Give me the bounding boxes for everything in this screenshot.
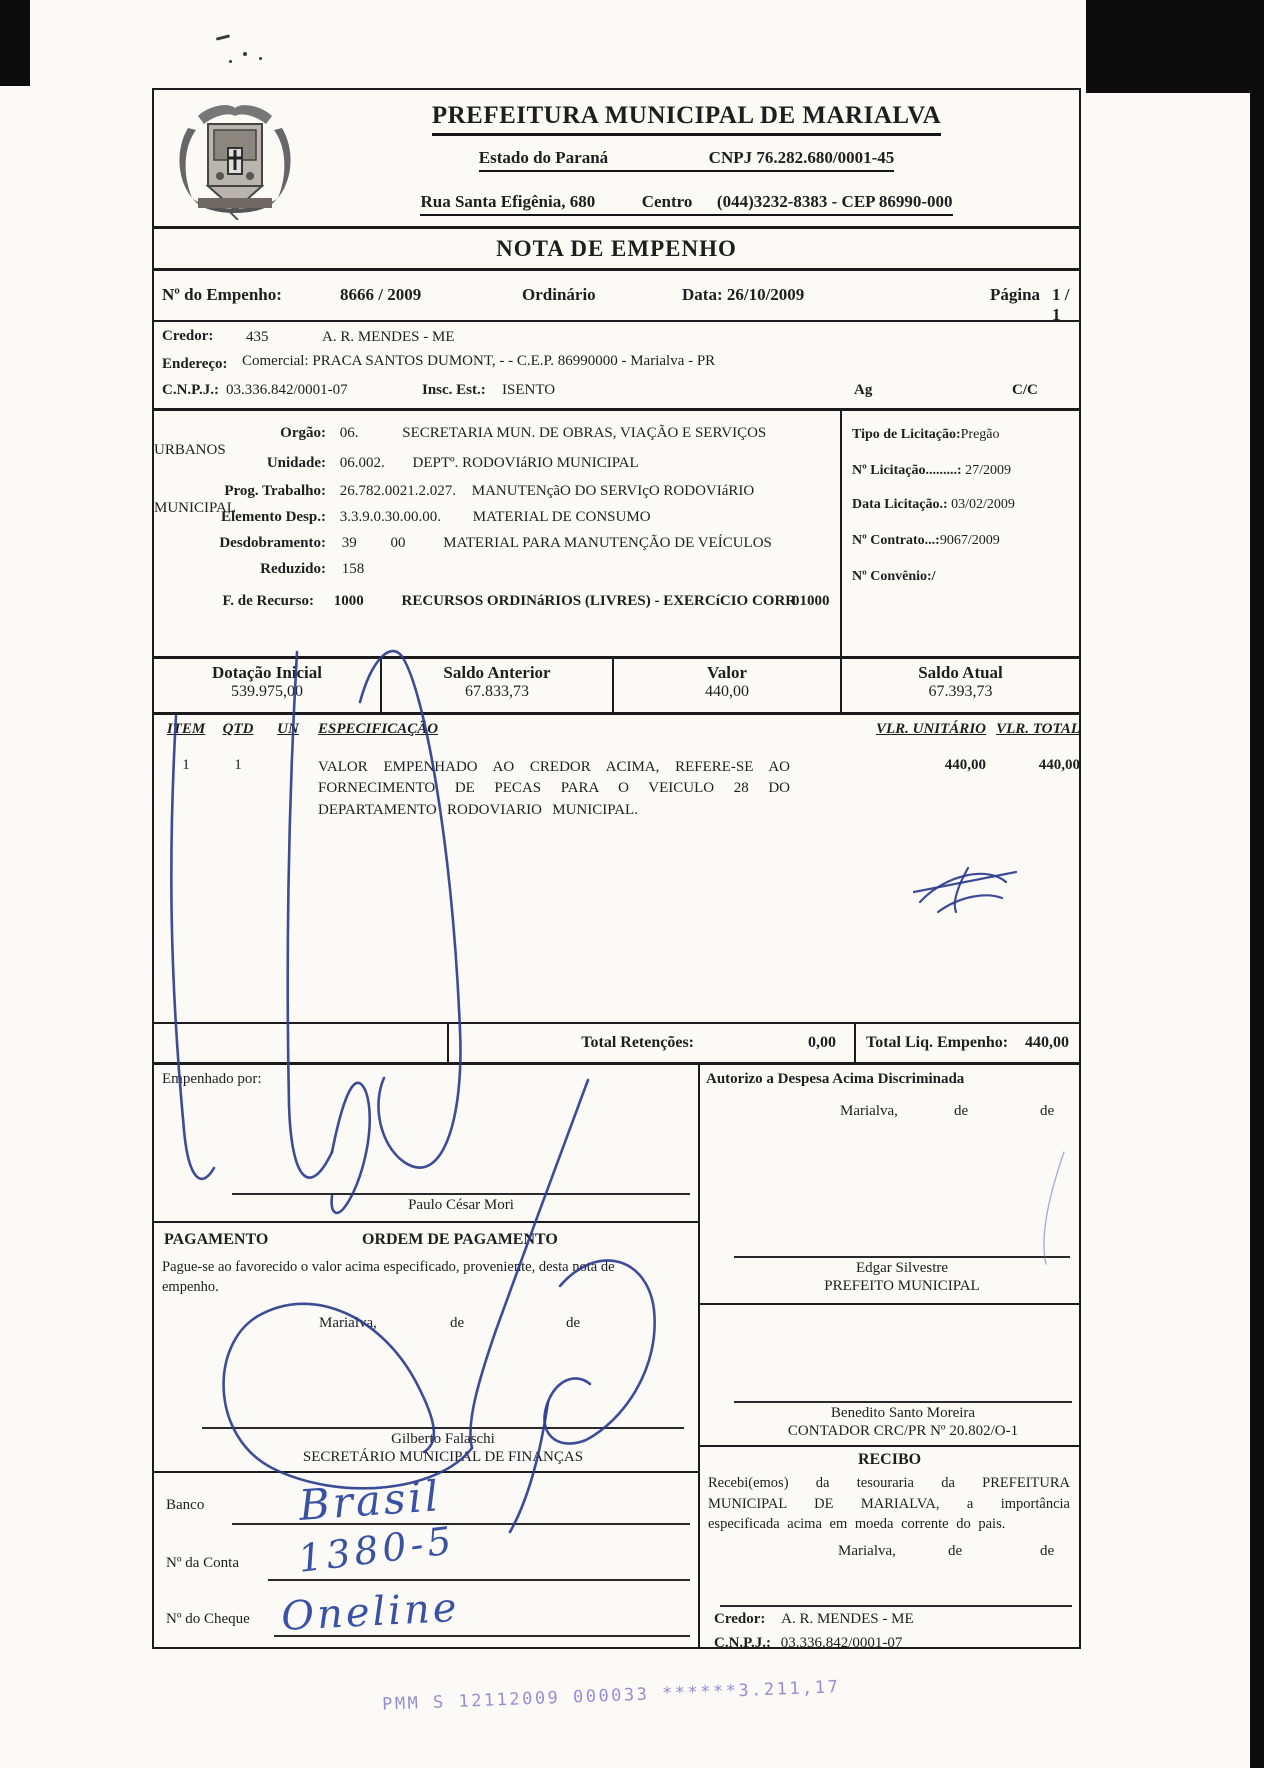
reduzido-label: Reduzido: [260, 561, 326, 577]
saldo-anterior-label: Saldo Anterior [443, 663, 551, 682]
dotacao-inicial-label: Dotação Inicial [211, 663, 323, 682]
elemento-label: Elemento Desp.: [221, 509, 326, 525]
creditor-cnpj-label: C.N.P.J.: [162, 382, 219, 398]
signatures-left-column [154, 1065, 700, 1647]
secretario-name: Gilberto Falaschi [391, 1431, 495, 1447]
pen-smudge [259, 57, 262, 60]
pagamento-text: Pague-se ao favorecido o valor acima especificado, proveniente, desta nota de empenho. [162, 1259, 615, 1296]
prog-trabalho-label: Prog. Trabalho: [224, 483, 326, 499]
recibo-box [700, 1445, 1079, 1650]
items-header-vlr-unitario: VLR. UNITÁRIO [875, 721, 986, 737]
budget-row-orgao [154, 425, 838, 459]
banco-line [232, 1523, 690, 1525]
desdobramento-code: 39 [341, 535, 357, 551]
handwriting-banco: Brasil [297, 1471, 443, 1530]
signatures-section [154, 1062, 1079, 1651]
scan-artifact-top-left [0, 0, 30, 86]
validator-stamp: PMM S 12112009 000033 ******3.211,17 [381, 1677, 841, 1715]
pagamento-title: PAGAMENTO [164, 1231, 269, 1248]
secretario-signature-line [202, 1427, 684, 1429]
budget-row-elemento [154, 509, 838, 526]
recibo-cnpj-row [714, 1635, 902, 1652]
items-header-vlr-total: VLR. TOTAL [996, 721, 1080, 737]
total-retencoes-label: Total Retenções: [581, 1034, 694, 1051]
unidade-label: Unidade: [266, 455, 326, 471]
pagamento-de2: de [566, 1315, 581, 1331]
items-header-item: ITEM [166, 721, 206, 737]
totals-row [154, 1022, 1079, 1062]
bank-fields-box [154, 1471, 698, 1650]
ag-label: Ag [854, 382, 873, 398]
empenhado-signer-name: Paulo César Mori [408, 1197, 514, 1213]
unidade-desc: DEPTº. RODOVIáRIO MUNICIPAL [412, 455, 639, 471]
totals-retencoes-cell [447, 1024, 854, 1062]
items-header-especificacao: ESPECIFICAÇÃO [318, 721, 439, 737]
creditor-address: Comercial: PRACA SANTOS DUMONT, - - C.E.P. 86990000 - Marialva - PR [242, 353, 716, 369]
recibo-cnpj-value: 03.336.842/0001-07 [780, 1635, 903, 1651]
empenho-kind: Ordinário [522, 285, 596, 304]
budget-row-recurso [154, 593, 838, 610]
orgao-desc: SECRETARIA MUN. DE OBRAS, VIAÇÃO E SERVIÇOS URBANOS [154, 425, 767, 458]
signatures-right-column [700, 1065, 1079, 1651]
secretario-title: SECRETÁRIO MUNICIPAL DE FINANÇAS [302, 1449, 584, 1465]
licitacao-contrato-row [852, 533, 1000, 549]
address-street: Rua Santa Efigênia, 680 [420, 192, 596, 211]
creditor-label: Credor: [162, 328, 214, 344]
total-liquido-value: 440,00 [1025, 1034, 1069, 1051]
header-title-row [304, 102, 1069, 136]
contador-title: CONTADOR CRC/PR Nº 20.802/O-1 [787, 1423, 1019, 1439]
recibo-de1: de [948, 1543, 963, 1559]
handwriting-conta: 1380-5 [295, 1518, 458, 1581]
recibo-cnpj-label: C.N.P.J.: [714, 1635, 771, 1651]
cc-label: C/C [1012, 382, 1038, 398]
item-row-item: 1 [182, 757, 190, 773]
recibo-title: RECIBO [857, 1451, 922, 1468]
licitacao-contrato-value: 9067/2009 [939, 533, 1000, 548]
budget-row-reduzido [154, 561, 838, 578]
licitacao-data-value: 03/02/2009 [951, 497, 1015, 512]
pagamento-city: Marialva, [319, 1315, 377, 1331]
reduzido-code: 158 [341, 561, 365, 577]
recibo-city: Marialva, [838, 1543, 896, 1559]
licitacao-num-row [852, 463, 1011, 479]
autorizo-de1: de [954, 1103, 969, 1119]
empenho-number-label: Nº do Empenho: [162, 285, 282, 304]
page-title: PREFEITURA MUNICIPAL DE MARIALVA [432, 102, 941, 136]
conta-line [268, 1579, 690, 1581]
totals-liquido-cell [854, 1024, 1079, 1062]
elemento-code: 3.3.9.0.30.00.00. [339, 509, 441, 525]
amount-cell-saldo-anterior [380, 659, 612, 712]
pagamento-box [154, 1221, 698, 1471]
recurso-desc: RECURSOS ORDINáRIOS (LIVRES) - EXERCíCIO CORR [401, 593, 797, 609]
insc-est-value: ISENTO [502, 382, 556, 398]
total-retencoes-value: 0,00 [808, 1034, 836, 1051]
contador-box [700, 1303, 1079, 1445]
dotacao-inicial-value: 539.975,00 [231, 683, 303, 700]
creditor-name: A. R. MENDES - ME [322, 329, 455, 345]
amount-cell-saldo-atual [840, 659, 1079, 712]
creditor-address-label: Endereço: [162, 356, 228, 372]
items-table [154, 712, 1079, 1022]
licitacao-data-label: Data Licitação.: [852, 497, 948, 512]
ordem-pagamento-title: ORDEM DE PAGAMENTO [362, 1231, 558, 1248]
budget-block [154, 408, 1079, 656]
autorizo-de2: de [1040, 1103, 1055, 1119]
orgao-label: Orgão: [280, 425, 326, 441]
page-number: 1 / 1 [1052, 285, 1070, 324]
creditor-code: 435 [246, 329, 269, 345]
contador-signature-line [734, 1401, 1072, 1403]
doc-title-bar [154, 226, 1079, 268]
scan-artifact-right-strip [1250, 0, 1264, 1768]
saldo-atual-value: 67.393,73 [928, 683, 993, 700]
elemento-desc: MATERIAL DE CONSUMO [472, 509, 651, 525]
licitacao-column [840, 411, 1081, 659]
recibo-signature-line [720, 1605, 1072, 1607]
licitacao-num-label: Nº Licitação.........: [852, 463, 962, 478]
licitacao-num-value: 27/2009 [965, 463, 1011, 478]
cheque-line [274, 1635, 690, 1637]
pen-smudge [243, 52, 247, 56]
doc-title: NOTA DE EMPENHO [496, 236, 737, 261]
amounts-row [154, 656, 1079, 712]
licitacao-convenio-row [852, 569, 936, 585]
insc-est-label: Insc. Est.: [422, 382, 486, 398]
address-district: Centro [641, 192, 693, 211]
empenho-date: 26/10/2009 [726, 285, 805, 304]
recurso-code: 1000 [333, 593, 364, 609]
prefeito-name: Edgar Silvestre [855, 1260, 949, 1276]
item-row-vlr-total: 440,00 [1038, 757, 1080, 773]
licitacao-convenio-label: Nº Convênio:/ [852, 569, 936, 584]
pen-smudge [216, 34, 230, 40]
desdobramento-desc: MATERIAL PARA MANUTENÇÃO DE VEÍCULOS [443, 535, 772, 551]
valor-value: 440,00 [705, 683, 749, 700]
prefeito-title: PREFEITO MUNICIPAL [824, 1278, 980, 1294]
cnpj-header: CNPJ 76.282.680/0001-45 [708, 148, 895, 167]
licitacao-tipo-value: Pregão [960, 427, 1000, 442]
licitacao-tipo-label: Tipo de Licitação: [852, 427, 961, 442]
item-row-especificacao: VALOR EMPENHADO AO CREDOR ACIMA, REFERE-SE AO FORNECIMENTO DE PECAS PARA O VEICULO 28 DO DEPARTAMENTO RODOVIARIO MUNICIPAL. [318, 759, 790, 818]
empenhado-box [154, 1065, 698, 1221]
autorizo-title: Autorizo a Despesa Acima Discriminada [706, 1071, 965, 1087]
recibo-credor-value: A. R. MENDES - ME [781, 1611, 914, 1627]
prog-trabalho-desc: MANUTENçãO DO SERVIçO RODOVIáRIO MUNICIPAL [154, 483, 755, 516]
recibo-credor-label: Credor: [714, 1611, 766, 1627]
cheque-label: Nº do Cheque [166, 1611, 250, 1627]
budget-row-unidade [154, 455, 838, 472]
document-header [154, 90, 1079, 226]
autorizo-box [700, 1065, 1079, 1303]
prog-trabalho-code: 26.782.0021.2.027. [339, 483, 456, 499]
scan-artifact-top-right [1086, 0, 1264, 93]
nota-de-empenho-document [152, 88, 1081, 1649]
conta-label: Nº da Conta [166, 1555, 239, 1571]
banco-label: Banco [166, 1497, 205, 1513]
address-phone: (044)3232-8383 - CEP 86990-000 [716, 192, 953, 211]
totals-empty-cell [154, 1024, 447, 1062]
municipal-coat-of-arms [168, 98, 302, 220]
amount-cell-dotacao [154, 659, 380, 712]
pen-smudge [229, 60, 232, 63]
total-liquido-label: Total Liq. Empenho: [866, 1034, 1009, 1051]
creditor-block [154, 320, 1079, 408]
budget-row-desdobramento [154, 535, 838, 552]
saldo-anterior-value: 67.833,73 [465, 683, 529, 700]
desdobramento-code2: 00 [390, 535, 406, 551]
licitacao-contrato-label: Nº Contrato...: [852, 533, 940, 548]
licitacao-tipo-row [852, 427, 1000, 443]
recibo-text: Recebi(emos) da tesouraria da PREFEITURA MUNICIPAL DE MARIALVA, a importância especificada acima em moeda corrente do pais. [708, 1475, 1070, 1533]
recurso-extra-code: 01000 [792, 593, 830, 609]
recurso-label: F. de Recurso: [222, 593, 314, 609]
empenhado-por-label: Empenhado por: [162, 1071, 262, 1087]
recibo-credor-row [714, 1611, 914, 1628]
state-label: Estado do Paraná [478, 148, 609, 167]
saldo-atual-label: Saldo Atual [918, 663, 1003, 682]
header-address-row [304, 192, 1069, 216]
valor-label: Valor [707, 663, 747, 682]
creditor-cnpj: 03.336.842/0001-07 [226, 382, 348, 398]
unidade-code: 06.002. [339, 455, 385, 471]
empenho-number: 8666 / 2009 [340, 285, 422, 304]
empenho-row [154, 268, 1079, 324]
desdobramento-label: Desdobramento: [219, 535, 326, 551]
empenho-date-label: Data: [682, 285, 723, 304]
items-header-un: UN [277, 721, 299, 737]
item-row-qtd: 1 [234, 757, 242, 773]
amount-cell-valor [612, 659, 840, 712]
orgao-code: 06. [339, 425, 359, 441]
handwriting-cheque: Oneline [280, 1584, 461, 1640]
prefeito-signature-line [734, 1256, 1070, 1258]
contador-name: Benedito Santo Moreira [830, 1405, 976, 1421]
autorizo-city: Marialva, [840, 1103, 898, 1119]
recibo-de2: de [1040, 1543, 1055, 1559]
item-row-vlr-unitario: 440,00 [944, 757, 986, 773]
page-number-label: Página [990, 285, 1041, 304]
items-header-qtd: QTD [222, 721, 254, 737]
empenhado-signature-line [232, 1193, 690, 1195]
pagamento-de1: de [450, 1315, 465, 1331]
header-subtitle-row [304, 148, 1069, 172]
licitacao-data-row [852, 497, 1015, 513]
